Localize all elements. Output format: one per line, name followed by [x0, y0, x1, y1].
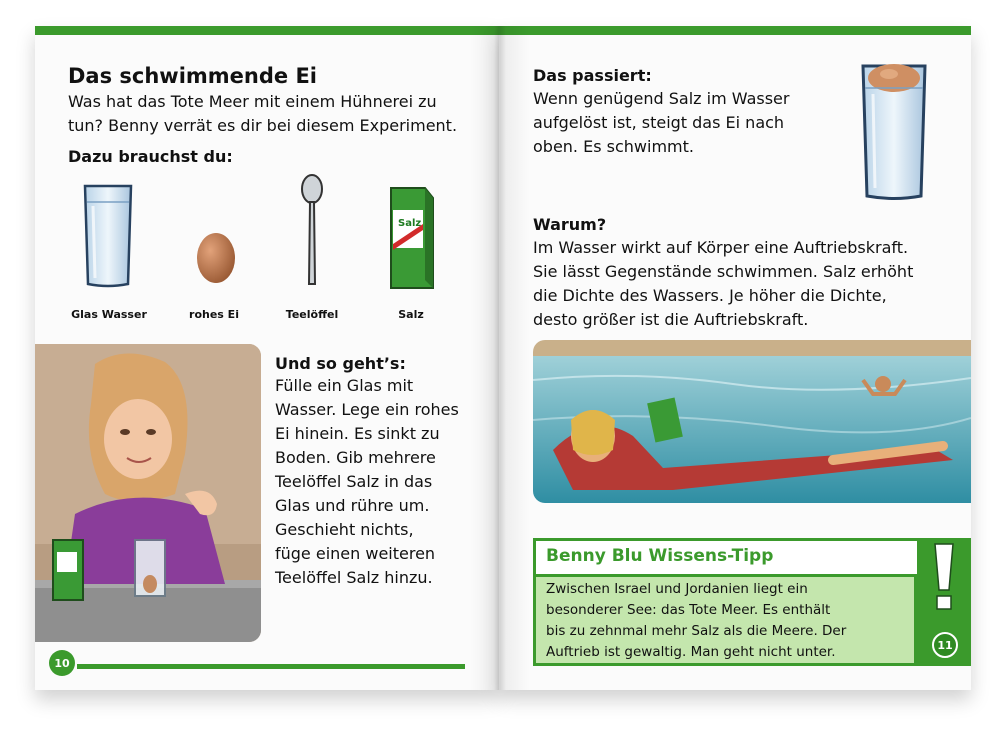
salt-box-label: Salz: [398, 218, 422, 229]
page-title: Das schwimmende Ei: [68, 64, 317, 88]
materials-heading: Dazu brauchst du:: [68, 147, 233, 166]
top-accent-bar: [35, 26, 499, 35]
why-text: [533, 236, 973, 332]
intro-text: [68, 90, 493, 138]
page-number: 10: [49, 650, 75, 676]
intro-line: Was hat das Tote Meer mit einem Hühnerei zu: [68, 92, 437, 111]
result-heading: Das passiert:: [533, 66, 652, 85]
steps-line: Fülle ein Glas mit: [275, 376, 414, 395]
top-accent-bar: [499, 26, 971, 35]
tip-line: bis zu zehnmal mehr Salz als die Meere. Der: [546, 623, 847, 639]
dead-sea-photo: [533, 340, 971, 503]
material-label: Salz: [398, 308, 424, 321]
material-label: rohes Ei: [189, 308, 239, 321]
result-line: aufgelöst ist, steigt das Ei nach: [533, 113, 785, 132]
result-text: [533, 87, 833, 159]
why-heading: Warum?: [533, 215, 607, 234]
glass-icon: [83, 184, 133, 294]
why-line: Im Wasser wirkt auf Körper eine Auftriebskraft.: [533, 238, 909, 257]
steps-line: füge einen weiteren: [275, 544, 436, 563]
why-line: Sie lässt Gegenstände schwimmen. Salz erhöht: [533, 262, 914, 281]
tip-line: Zwischen Israel und Jordanien liegt ein: [546, 581, 808, 597]
steps-heading: Und so geht’s:: [275, 354, 406, 373]
floating-egg-glass-icon: [861, 64, 927, 206]
steps-line: Wasser. Lege ein rohes: [275, 400, 459, 419]
girl-illustration: [35, 344, 261, 642]
book-spine-shadow: [470, 26, 530, 690]
tip-body: [533, 574, 917, 666]
tip-side-block: [917, 538, 971, 666]
egg-icon: [195, 230, 237, 290]
tip-line: besonderer See: das Tote Meer. Es enthält: [546, 602, 831, 618]
tip-title: Benny Blu Wissens-Tipp: [546, 546, 774, 566]
material-label: Teelöffel: [285, 308, 339, 321]
tip-header: [533, 538, 920, 577]
spoon-icon: [299, 174, 325, 292]
exclamation-icon: [932, 542, 956, 616]
material-label: Glas Wasser: [71, 308, 147, 321]
intro-line: tun? Benny verrät es dir bei diesem Experiment.: [68, 116, 458, 135]
left-page: [35, 26, 499, 690]
steps-text: [275, 374, 495, 590]
right-page: [499, 26, 971, 690]
steps-line: Geschieht nichts,: [275, 520, 414, 539]
steps-line: Boden. Gib mehrere: [275, 448, 436, 467]
steps-line: Glas und rühre um.: [275, 496, 430, 515]
why-line: desto größer ist die Auftriebskraft.: [533, 310, 809, 329]
result-line: Wenn genügend Salz im Wasser: [533, 89, 790, 108]
steps-line: Teelöffel Salz hinzu.: [275, 568, 433, 587]
steps-line: Ei hinein. Es sinkt zu: [275, 424, 440, 443]
page-number: 11: [932, 632, 958, 658]
result-line: oben. Es schwimmt.: [533, 137, 694, 156]
tip-line: Auftrieb ist gewaltig. Man geht nicht unter.: [546, 644, 836, 660]
why-line: die Dichte des Wassers. Je höher die Dichte,: [533, 286, 887, 305]
salt-box-icon: [385, 184, 437, 296]
steps-line: Teelöffel Salz in das: [275, 472, 433, 491]
bottom-accent-line: [77, 664, 465, 669]
